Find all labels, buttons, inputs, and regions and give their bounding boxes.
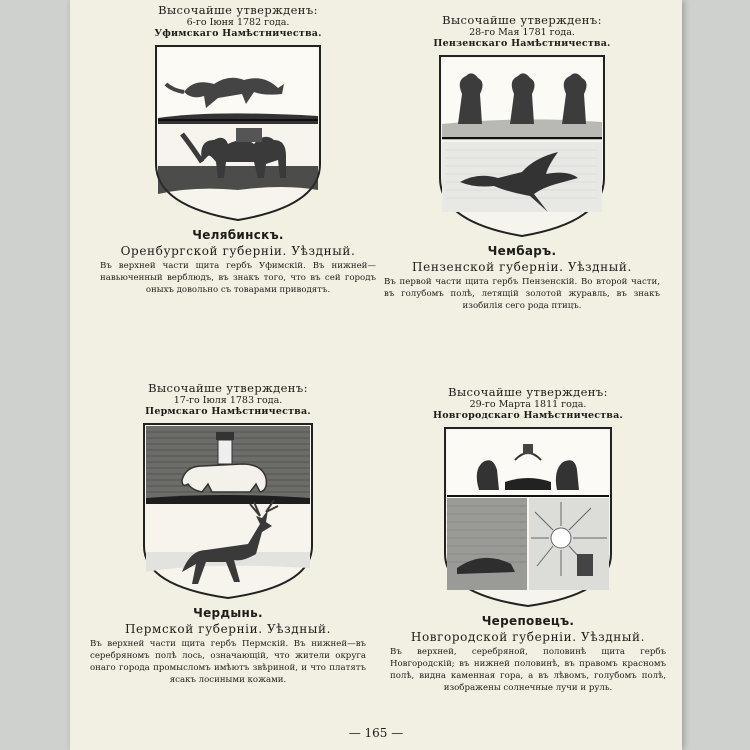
coat-of-arms-bear-elk xyxy=(142,422,314,600)
approval-date: 6-го Іюня 1782 года. xyxy=(186,17,290,28)
emblem-description: Въ верхней, серебряной, половинѣ щита гербъ Новгородскій; въ нижней половинѣ, въ правомъ красномъ полѣ, видна каменная гора, а въ лѣвомъ, голубомъ полѣ, изображены солнечные лучи и руль. xyxy=(390,647,666,693)
province-line: Пензенской губерніи. Уѣздный. xyxy=(412,260,632,274)
province-line: Пермской губерніи. Уѣздный. xyxy=(124,622,332,636)
approval-date: 28-го Мая 1781 года. xyxy=(469,27,575,38)
entry-chembar xyxy=(382,14,662,312)
town-name: Череповецъ. xyxy=(481,614,575,628)
coat-of-arms-bears-sun xyxy=(443,426,613,608)
town-name: Чембаръ. xyxy=(487,244,557,258)
town-name: Чердынь. xyxy=(193,606,263,620)
governorship: Пермскаго Намѣстничества. xyxy=(145,406,311,417)
emblem-description: Въ первой части щита гербъ Пензенскій. Во второй части, въ голубомъ полѣ, летящій золотой журавль, въ знакъ изобилія сего рода птицъ. xyxy=(384,277,660,311)
coat-of-arms-sheaves-crane xyxy=(438,54,606,238)
province-line: Оренбургской губерніи. Уѣздный. xyxy=(120,244,356,258)
page-number: — 165 — xyxy=(348,726,404,740)
governorship: Уфимскаго Намѣстничества. xyxy=(154,28,322,39)
approval-heading: Высочайше утвержденъ: xyxy=(442,13,602,27)
entry-chelyabinsk xyxy=(98,4,378,296)
emblem-description: Въ верхней части щита гербъ Пермскій. Въ нижней—въ серебряномъ полѣ лось, означающій, что жители округа онаго города промысломъ имѣютъ звѣриной, и что платятъ ясакъ лосиными кожами. xyxy=(90,639,366,685)
approval-date: 29-го Марта 1811 года. xyxy=(469,399,587,410)
entry-cherepovets xyxy=(388,386,668,694)
approval-heading: Высочайше утвержденъ: xyxy=(158,3,318,17)
approval-date: 17-го Іюля 1783 года. xyxy=(173,395,283,406)
book-page xyxy=(70,0,682,750)
emblem-description: Въ верхней части щита гербъ Уфимскій. Въ нижней—навьюченный верблюдъ, въ знакъ того, что въ сей городъ оныхъ довольно съ товарами приводятъ. xyxy=(100,261,376,295)
governorship: Пензенскаго Намѣстничества. xyxy=(433,38,611,49)
entry-cherdyn xyxy=(88,382,368,686)
approval-heading: Высочайше утвержденъ: xyxy=(448,385,608,399)
province-line: Новгородской губерніи. Уѣздный. xyxy=(410,630,646,644)
approval-heading: Высочайше утвержденъ: xyxy=(148,381,308,395)
governorship: Новгородскаго Намѣстничества. xyxy=(433,410,623,421)
town-name: Челябинскъ. xyxy=(192,228,284,242)
coat-of-arms-fox-camel xyxy=(154,44,322,222)
